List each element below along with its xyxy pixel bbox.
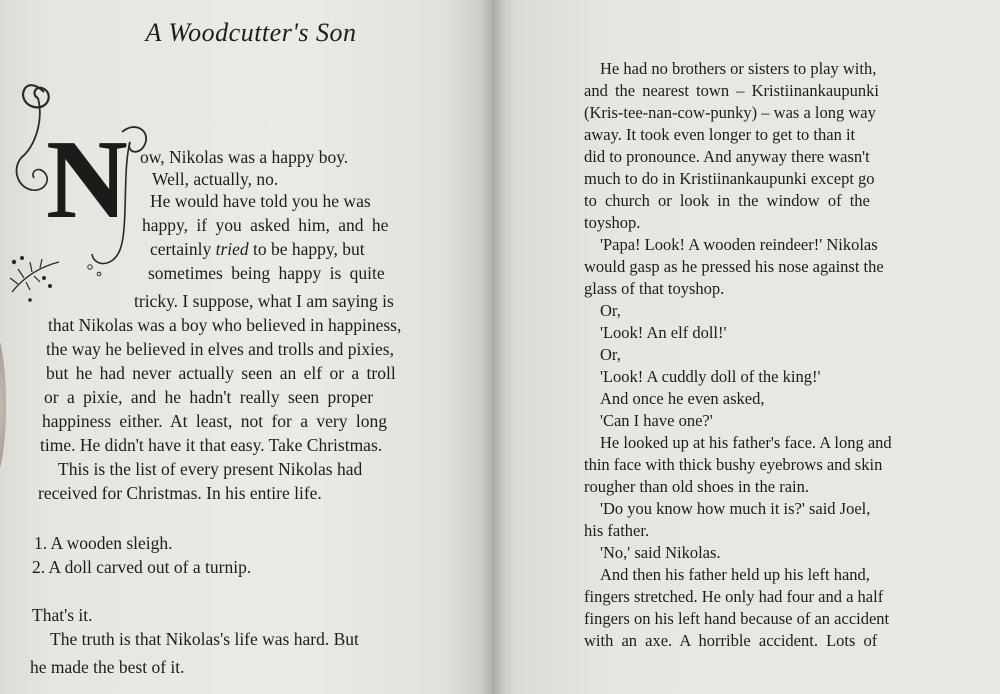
text-line: He looked up at his father's face. A long and — [600, 433, 892, 452]
text-line: the way he believed in elves and trolls and pixies, — [46, 339, 394, 359]
text-line: toyshop. — [584, 213, 641, 232]
text-line: He had no brothers or sisters to play with, — [600, 59, 877, 78]
chapter-title: A Woodcutter's Son — [145, 18, 357, 47]
text-line: that Nikolas was a boy who believed in happiness, — [48, 315, 402, 335]
text-line: fingers stretched. He only had four and a half — [584, 587, 884, 606]
text-line: tricky. I suppose, what I am saying is — [134, 291, 394, 311]
text-line: his father. — [584, 521, 650, 540]
text-line: That's it. — [32, 605, 93, 625]
text-fragment: to be happy, but — [253, 239, 365, 259]
text-line: Or, — [600, 301, 621, 320]
text-line: happy, if you asked him, and he — [142, 215, 389, 235]
text-line: would gasp as he pressed his nose against the — [584, 257, 884, 276]
text-line: 'Look! A cuddly doll of the king!' — [600, 367, 821, 386]
text-line: or a pixie, and he hadn't really seen proper — [44, 387, 374, 407]
text-line: time. He didn't have it that easy. Take Christmas. — [40, 435, 383, 455]
text-line: fingers on his left hand because of an accident — [584, 609, 890, 628]
drop-cap-letter: N — [46, 118, 125, 242]
text-line: glass of that toyshop. — [584, 279, 725, 298]
book-gutter — [480, 0, 506, 694]
thumb-shadow — [0, 330, 6, 480]
text-line: The truth is that Nikolas's life was hard. But — [50, 629, 359, 649]
emphasis-text: tried — [215, 239, 249, 259]
list-item: 1. A wooden sleigh. — [34, 533, 173, 553]
text-line: This is the list of every present Nikolas had — [58, 459, 363, 479]
text-line: ow, Nikolas was a happy boy. — [140, 147, 349, 167]
text-line: but he had never actually seen an elf or a troll — [46, 363, 396, 383]
text-line: much to do in Kristiinankaupunki except go — [584, 169, 875, 188]
text-line: happiness either. At least, not for a very long — [42, 411, 387, 431]
text-line: (Kris-tee-nan-cow-punky) – was a long way — [584, 103, 876, 122]
text-line: 'Do you know how much it is?' said Joel, — [600, 499, 871, 518]
text-line: thin face with thick bushy eyebrows and skin — [584, 455, 883, 474]
text-line: And then his father held up his left hand, — [600, 565, 870, 584]
text-line: sometimes being happy is quite — [148, 263, 385, 283]
left-page — [0, 0, 492, 694]
text-line: and the nearest town – Kristiinankaupunki — [584, 81, 879, 100]
text-line — [150, 238, 430, 260]
text-line: away. It took even longer to get to than it — [584, 125, 856, 144]
text-line: received for Christmas. In his entire life. — [38, 483, 322, 503]
text-line: He would have told you he was — [150, 191, 371, 211]
text-line: 'Look! An elf doll!' — [600, 323, 727, 342]
text-line: rougher than old shoes in the rain. — [584, 477, 809, 496]
text-line: And once he even asked, — [600, 389, 765, 408]
list-item: 2. A doll carved out of a turnip. — [32, 557, 252, 577]
text-line: 'No,' said Nikolas. — [600, 543, 721, 562]
text-line: 'Can I have one?' — [600, 411, 713, 430]
text-line: to church or look in the window of the — [584, 191, 870, 210]
text-line: he made the best of it. — [30, 657, 185, 677]
text-fragment: certainly — [150, 239, 212, 259]
text-line: Or, — [600, 345, 621, 364]
text-line: with an axe. A horrible accident. Lots of — [584, 631, 878, 650]
text-line: 'Papa! Look! A wooden reindeer!' Nikolas — [600, 235, 878, 254]
text-line: did to pronounce. And anyway there wasn't — [584, 147, 870, 166]
text-line: Well, actually, no. — [152, 169, 279, 189]
